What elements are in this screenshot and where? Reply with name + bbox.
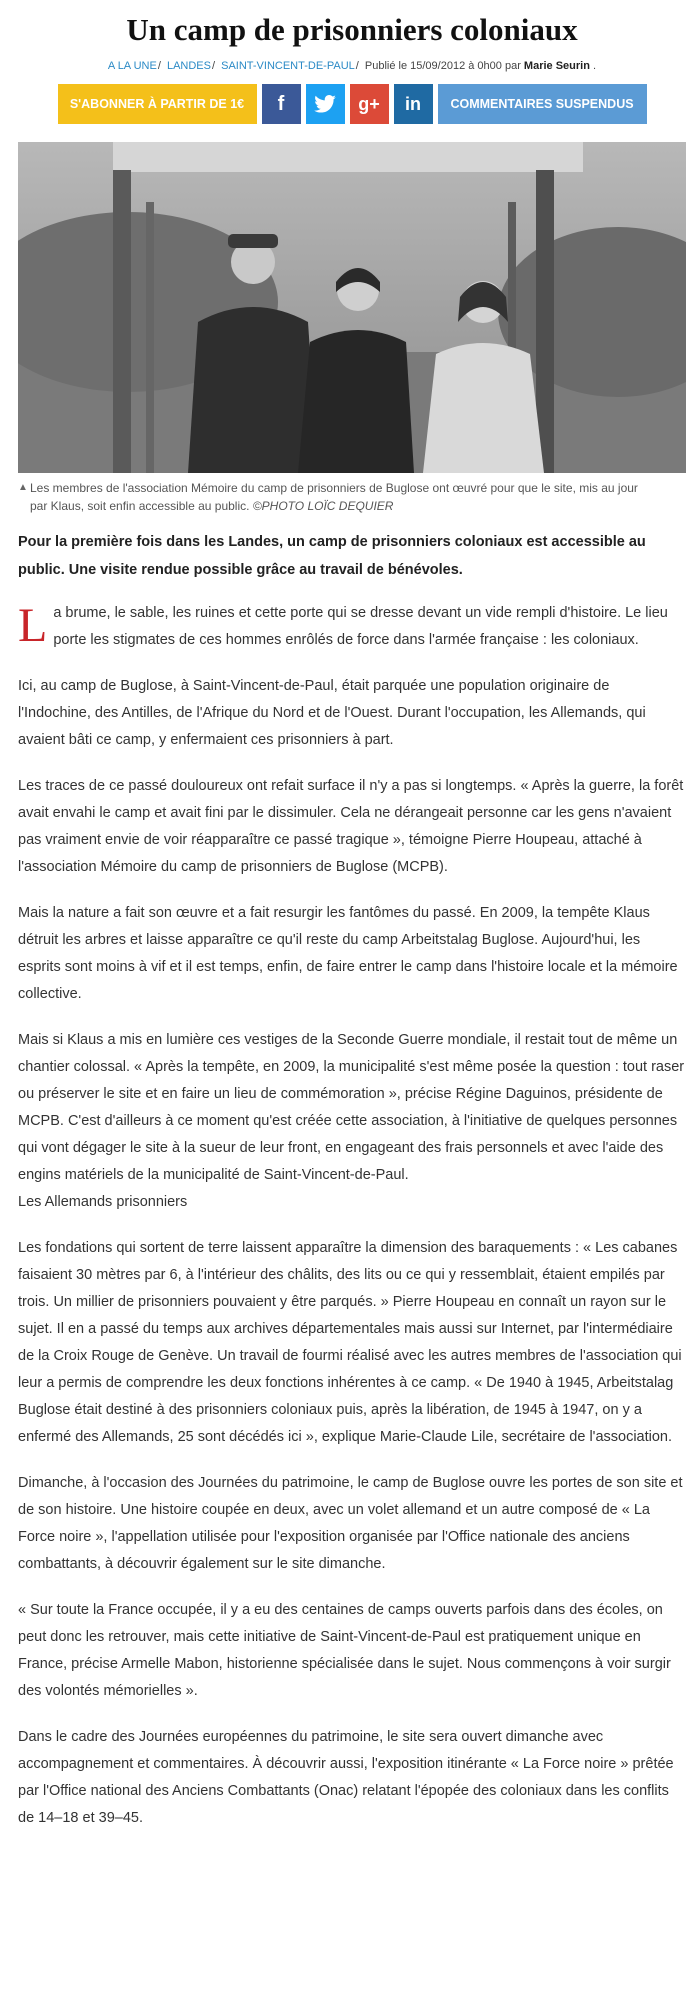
photo-credit: ©PHOTO LOÏC DEQUIER — [252, 499, 394, 513]
breadcrumb-saint-vincent-de-paul[interactable]: SAINT-VINCENT-DE-PAUL — [221, 60, 355, 72]
paragraph-text: Mais si Klaus a mis en lumière ces vestiges de la Seconde Guerre mondiale, il restait tout de même un chantier colossal. « Après la tempête, en 2009, la municipalité s'est même posée la question : tout raser ou préserver le site et en faire un lieu de commémoration », précise Régine Daguinos, présidente de MCPB. C'est d'ailleurs à ce moment qu'est créée cette association, à l'initiative de quelques personnes qui vont dégager le site à la sueur de leur front, en engageant des frais personnels et avec l'aide des engins matériels de la municipalité de Saint-Vincent-de-Paul. — [18, 1032, 685, 1183]
caption-triangle-icon: ▲ — [18, 482, 28, 493]
breadcrumb-separator: / — [355, 60, 359, 72]
author-name[interactable]: Marie Seurin — [523, 60, 590, 72]
article-meta — [18, 58, 686, 74]
paragraph: Dimanche, à l'occasion des Journées du patrimoine, le camp de Buglose ouvre les portes de son site et de son histoire. Une histoire coupée en deux, avec un volet allemand et un autre composé de « La Force noire », l'appellation utilisée pour l'exposition organisée par l'Office nationale des anciens combattants, à découvrir également sur le site dimanche. — [18, 1475, 683, 1572]
paragraph: Les traces de ce passé douloureux ont refait surface il n'y a pas si longtemps. « Après la guerre, la forêt avait envahi le camp et avait fini par le dissimuler. Cela ne dérangeait personne car les gens n'avaient pas vraiment envie de voir réapparaître ce passé tragique », témoigne Pierre Houpeau, attaché à l'association Mémoire du camp de prisonniers de Buglose (MCPB). — [18, 778, 684, 875]
article-body — [18, 600, 686, 1832]
linkedin-share-button[interactable] — [394, 84, 433, 124]
article-photo[interactable] — [18, 142, 686, 473]
article-title: Un camp de prisonniers coloniaux — [126, 12, 578, 47]
caption-text: Les membres de l'association Mémoire du camp de prisonniers de Buglose ont œuvré pour que le site, mis au jour par Klaus, soit enfin accessible au public. — [30, 481, 638, 513]
paragraph: Ici, au camp de Buglose, à Saint-Vincent-de-Paul, était parquée une population originaire de l'Indochine, des Antilles, de l'Afrique du Nord et de l'Ouest. Durant l'occupation, les Allemands, qui avaient bâti ce camp, y enfermaient ces prisonniers à part. — [18, 678, 646, 748]
paragraph-text: a brume, le sable, les ruines et cette porte qui se dresse devant un vide rempli d'histoire. Le lieu porte les stigmates de ces hommes enrôlés de force dans l'armée française : les coloniaux. — [53, 605, 668, 648]
breadcrumb-separator: / — [211, 60, 216, 72]
subheading: Les Allemands prisonniers — [18, 1194, 188, 1210]
photo-three-people-at-camp-gate — [18, 142, 686, 473]
comments-button[interactable]: COMMENTAIRES SUSPENDUS — [438, 84, 647, 124]
googleplus-share-button[interactable] — [350, 84, 389, 124]
published-date: Publié le 15/09/2012 à 0h00 par — [364, 60, 521, 72]
dropcap-letter: L — [18, 599, 48, 652]
facebook-share-button[interactable] — [262, 84, 301, 124]
article — [18, 0, 686, 1832]
breadcrumb-landes[interactable]: LANDES — [166, 60, 211, 72]
twitter-icon — [314, 95, 336, 113]
paragraph: Les fondations qui sortent de terre laissent apparaître la dimension des baraquements : « Les cabanes faisaient 30 mètres par 6, à l'intérieur des châlits, des lits ou ce qui y ressemblait, étaient empilés par trois. Un millier de prisonniers pouvaient y être parqués. » Pierre Houpeau en connaît un rayon sur le sujet. Il en a passé du temps aux archives départementales mais aussi sur Internet, par l'intermédiaire de la Croix Rouge de Genève. Un travail de fourmi réalisé avec les autres membres de l'association qui leur a permis de comprendre les deux fonctions inhérentes à ce camp. « De 1940 à 1945, Arbeitstalag Buglose était destiné à des prisonniers coloniaux puis, après la libération, de 1945 à 1947, on y a enfermé des Allemands, 25 sont décédés ici », explique Marie-Claude Lile, secrétaire de l'association. — [18, 1240, 682, 1445]
paragraph: Mais la nature a fait son œuvre et a fait resurgir les fantômes du passé. En 2009, la tempête Klaus détruit les arbres et laisse apparaître ce qu'il reste du camp Arbeitstalag Buglose. Aujourd'hui, les esprits sont moins à vif et il est temps, enfin, de faire entrer le camp dans l'histoire locale et la mémoire collective. — [18, 905, 678, 1002]
googleplus-icon: g+ — [358, 93, 380, 114]
photo-caption — [18, 479, 686, 515]
paragraph: « Sur toute la France occupée, il y a eu des centaines de camps ouverts parfois dans des écoles, on peut donc les retrouver, mais cette initiative de Saint-Vincent-de-Paul est pratiquement unique en France, précise Armelle Mabon, historienne spécialisée dans le sujet. Nous commençons à voir surgir des volontés mémorielles ». — [18, 1602, 671, 1699]
linkedin-icon: in — [405, 93, 421, 114]
facebook-icon: f — [277, 92, 285, 115]
author-suffix: . — [593, 60, 597, 72]
share-bar — [18, 84, 686, 124]
article-lead: Pour la première fois dans les Landes, un camp de prisonniers coloniaux est accessible au public. Une visite rendue possible grâce au travail de bénévoles. — [18, 534, 646, 578]
paragraph — [18, 1027, 686, 1216]
twitter-share-button[interactable] — [306, 84, 345, 124]
paragraph: Dans le cadre des Journées européennes du patrimoine, le site sera ouvert dimanche avec accompagnement et commentaires. À découvrir aussi, l'exposition itinérante « La Force noire » prêtée par l'Office national des Anciens Combattants (Onac) relatant l'épopée des coloniaux dans les conflits de 14–18 et 39–45. — [18, 1729, 674, 1826]
paragraph — [18, 600, 686, 654]
subscribe-button[interactable]: S'ABONNER À PARTIR DE 1€ — [58, 84, 257, 124]
breadcrumb-a-la-une[interactable]: A LA UNE — [107, 60, 157, 72]
breadcrumb-separator: / — [157, 60, 161, 72]
